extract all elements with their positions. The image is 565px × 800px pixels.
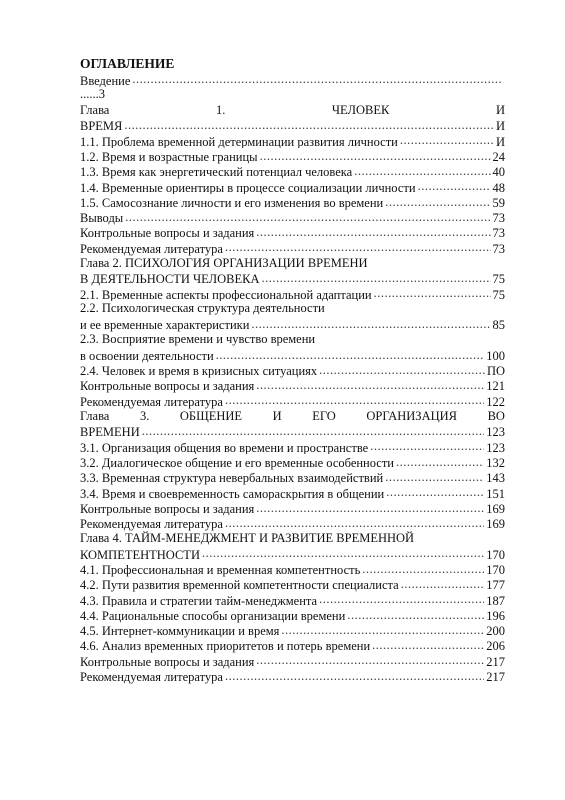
toc-entry <box>80 607 505 622</box>
dot-leader <box>281 624 484 637</box>
dot-leader <box>216 348 485 361</box>
toc-entry-text: Контрольные вопросы и задания <box>80 379 255 394</box>
toc-entry-page: 100 <box>486 348 505 363</box>
toc-entry <box>80 133 505 148</box>
dot-leader <box>400 134 494 147</box>
dot-leader <box>256 501 484 514</box>
toc-entry-page: 217 <box>486 670 505 684</box>
toc-entry <box>80 454 505 469</box>
dot-leader <box>370 440 484 453</box>
toc-entry-page: 73 <box>492 226 505 241</box>
toc-entry-text: 1.4. Временные ориентиры в процессе социализации личности <box>80 180 416 195</box>
toc-entry-text: ВРЕМЕНИ <box>80 425 140 440</box>
dot-leader <box>251 318 490 331</box>
dot-leader <box>372 639 484 652</box>
dot-leader <box>125 211 490 224</box>
toc-heading-word: ЕГО <box>312 408 336 423</box>
toc-entry <box>80 409 505 424</box>
toc-entry-text: ВРЕМЯ <box>80 119 123 134</box>
toc-entry-page: 143 <box>486 471 505 486</box>
toc-entry-text: 1.2. Время и возрастные границы <box>80 149 258 164</box>
toc-entry-text: Рекомендуемая литература <box>80 241 223 256</box>
toc-heading-word: 3. <box>139 408 150 423</box>
toc-entry-text: 4.3. Правила и стратегии тайм-менеджмента <box>80 593 318 608</box>
toc-entry-text: Контрольные вопросы и задания <box>80 226 255 241</box>
dot-leader <box>319 593 484 606</box>
toc-entry <box>80 562 505 577</box>
toc-entry <box>80 623 505 638</box>
dot-leader <box>362 563 484 576</box>
toc-entry-page: 200 <box>486 624 505 638</box>
toc-entry-page: 122 <box>486 394 505 409</box>
toc-entry-text: 2.2. Психологическая структура деятельности <box>80 301 325 316</box>
dot-leader <box>262 272 491 285</box>
toc-entry-page: 177 <box>486 578 505 593</box>
toc-entry <box>80 470 505 485</box>
toc-entry <box>80 653 505 668</box>
toc-entry <box>80 347 505 362</box>
toc-entry-text: 2.3. Восприятие времени и чувство времени <box>80 332 316 347</box>
toc-entry <box>80 531 505 546</box>
toc-entry-text: Рекомендуемая литература <box>80 517 223 531</box>
toc-entry <box>80 72 505 87</box>
dot-leader <box>385 195 490 208</box>
toc-entry-page: 196 <box>486 608 505 623</box>
toc-entry-text: 2.1. Временные аспекты профессиональной адаптации <box>80 287 372 302</box>
toc-heading-word: ВО <box>487 408 505 423</box>
toc-entry-page: 75 <box>492 287 505 302</box>
dot-leader <box>354 165 490 178</box>
toc-entry-page: И <box>495 134 505 149</box>
dot-leader <box>256 226 490 239</box>
toc-entry <box>80 393 505 408</box>
toc-entry-page: 187 <box>486 593 505 608</box>
dot-leader <box>225 394 484 407</box>
toc-entry <box>80 577 505 592</box>
dot-leader <box>142 425 485 438</box>
toc-entry-page: 85 <box>492 318 505 333</box>
toc-entry <box>80 179 505 194</box>
toc-entry-page: 206 <box>486 639 505 654</box>
toc-entry <box>80 592 505 607</box>
toc-entry-page: 48 <box>492 180 505 195</box>
toc-entry <box>80 363 505 378</box>
toc-entry-page: 217 <box>486 654 505 669</box>
toc-entry-page: 121 <box>486 379 505 394</box>
toc-entry-page: ПО <box>486 364 505 378</box>
toc-entry-page: 132 <box>486 455 505 470</box>
toc-entry-text: 1.5. Самосознание личности и его изменения во времени <box>80 195 384 210</box>
toc-entry <box>80 286 505 301</box>
toc-entry-text: в освоении деятельности <box>80 348 214 363</box>
toc-heading-word: И <box>272 408 282 423</box>
toc-heading-word: Глава <box>80 102 110 117</box>
toc-entry-page: 75 <box>492 272 505 287</box>
toc-entry-page: 169 <box>486 517 505 531</box>
toc-entry-text: 4.4. Рациональные способы организации времени <box>80 608 346 623</box>
toc-entry <box>80 194 505 209</box>
toc-entry <box>80 500 505 515</box>
dot-leader <box>396 455 484 468</box>
toc-lines <box>80 72 505 684</box>
toc-entry <box>80 424 505 439</box>
toc-entry <box>80 516 505 531</box>
toc-entry-page: 170 <box>486 547 505 562</box>
toc-heading-word: И <box>495 102 505 117</box>
dot-leader <box>418 180 491 193</box>
dot-leader <box>256 654 484 667</box>
dot-leader <box>347 608 484 621</box>
toc-entry-page: ......3 <box>80 87 105 102</box>
toc-entry-page: И <box>495 119 505 134</box>
toc-entry <box>80 271 505 286</box>
toc-heading-word: ОРГАНИЗАЦИЯ <box>366 408 457 423</box>
toc-entry <box>80 317 505 332</box>
dot-leader <box>256 379 484 392</box>
toc-entry-text: 4.6. Анализ временных приоритетов и потерь времени <box>80 639 371 654</box>
toc-heading-word: ОБЩЕНИЕ <box>179 408 243 423</box>
toc-entry-page: 40 <box>492 165 505 180</box>
toc-entry <box>80 148 505 163</box>
toc-entry-page: 151 <box>486 486 505 501</box>
dot-leader <box>225 670 484 683</box>
dot-leader <box>374 287 491 300</box>
toc-entry-text: и ее временные характеристики <box>80 318 250 333</box>
table-of-contents <box>80 50 505 684</box>
toc-heading-word: ЧЕЛОВЕК <box>331 102 390 117</box>
toc-entry-page: 123 <box>486 440 505 455</box>
dot-leader <box>401 578 485 591</box>
dot-leader <box>202 547 484 560</box>
toc-entry-text: Рекомендуемая литература <box>80 394 223 409</box>
dot-leader <box>124 119 494 132</box>
toc-entry-page: 169 <box>486 501 505 516</box>
dot-leader <box>260 149 491 162</box>
toc-entry-page: 73 <box>492 241 505 256</box>
dot-leader <box>225 241 491 254</box>
toc-entry-text: Глава 4. ТАЙМ-МЕНЕДЖМЕНТ И РАЗВИТИЕ ВРЕМЕННОЙ <box>80 530 415 545</box>
dot-leader <box>319 364 485 377</box>
toc-entry <box>80 103 505 118</box>
toc-entry <box>80 164 505 179</box>
toc-entry <box>80 225 505 240</box>
toc-entry <box>80 118 505 133</box>
toc-entry <box>80 210 505 225</box>
toc-entry-text: Выводы <box>80 211 124 225</box>
toc-entry-text: 4.2. Пути развития временной компетентности специалиста <box>80 578 399 593</box>
toc-entry-text: 2.4. Человек и время в кризисных ситуациях <box>80 364 318 378</box>
toc-entry <box>80 669 505 684</box>
toc-entry-page: 170 <box>486 563 505 577</box>
dot-leader <box>132 73 503 86</box>
toc-entry-text: В ДЕЯТЕЛЬНОСТИ ЧЕЛОВЕКА <box>80 272 260 287</box>
toc-entry-text: Введение <box>80 73 131 88</box>
toc-entry-text: 1.3. Время как энергетический потенциал человека <box>80 165 353 180</box>
toc-entry-text: Контрольные вопросы и задания <box>80 654 255 669</box>
toc-entry <box>80 378 505 393</box>
toc-entry <box>80 546 505 561</box>
toc-entry-text: 4.1. Профессиональная и временная компетентность <box>80 563 361 577</box>
toc-entry-page: 24 <box>492 149 505 164</box>
toc-entry-text: Глава 2. ПСИХОЛОГИЯ ОРГАНИЗАЦИИ ВРЕМЕНИ <box>80 255 368 270</box>
toc-entry <box>80 485 505 500</box>
toc-entry-page: 59 <box>492 195 505 210</box>
toc-entry-text: 3.4. Время и своевременность самораскрытия в общении <box>80 486 385 501</box>
dot-leader <box>386 486 484 499</box>
toc-entry <box>80 301 505 316</box>
dot-leader <box>385 471 484 484</box>
toc-heading-word: Глава <box>80 408 110 423</box>
toc-entry-text: 3.2. Диалогическое общение и его временные особенности <box>80 455 395 470</box>
toc-entry-text: 4.5. Интернет-коммуникации и время <box>80 624 280 638</box>
toc-entry <box>80 87 505 102</box>
toc-entry-page: 123 <box>486 425 505 440</box>
toc-entry <box>80 240 505 255</box>
toc-entry-text: 3.1. Организация общения во времени и пространстве <box>80 440 369 455</box>
toc-heading: ОГЛАВЛЕНИЕ <box>80 56 175 71</box>
toc-entry <box>80 638 505 653</box>
toc-entry-text: Рекомендуемая литература <box>80 670 223 684</box>
dot-leader <box>225 517 484 530</box>
toc-entry-text: Контрольные вопросы и задания <box>80 501 255 516</box>
toc-entry <box>80 332 505 347</box>
toc-entry <box>80 256 505 271</box>
toc-entry-text: 1.1. Проблема временной детерминации развития личности <box>80 134 398 149</box>
toc-entry <box>80 439 505 454</box>
toc-heading-word: 1. <box>215 102 226 117</box>
toc-entry-page: 73 <box>492 211 505 225</box>
toc-entry-text: КОМПЕТЕНТНОСТИ <box>80 547 200 562</box>
toc-entry-text: 3.3. Временная структура невербальных взаимодействий <box>80 471 384 486</box>
